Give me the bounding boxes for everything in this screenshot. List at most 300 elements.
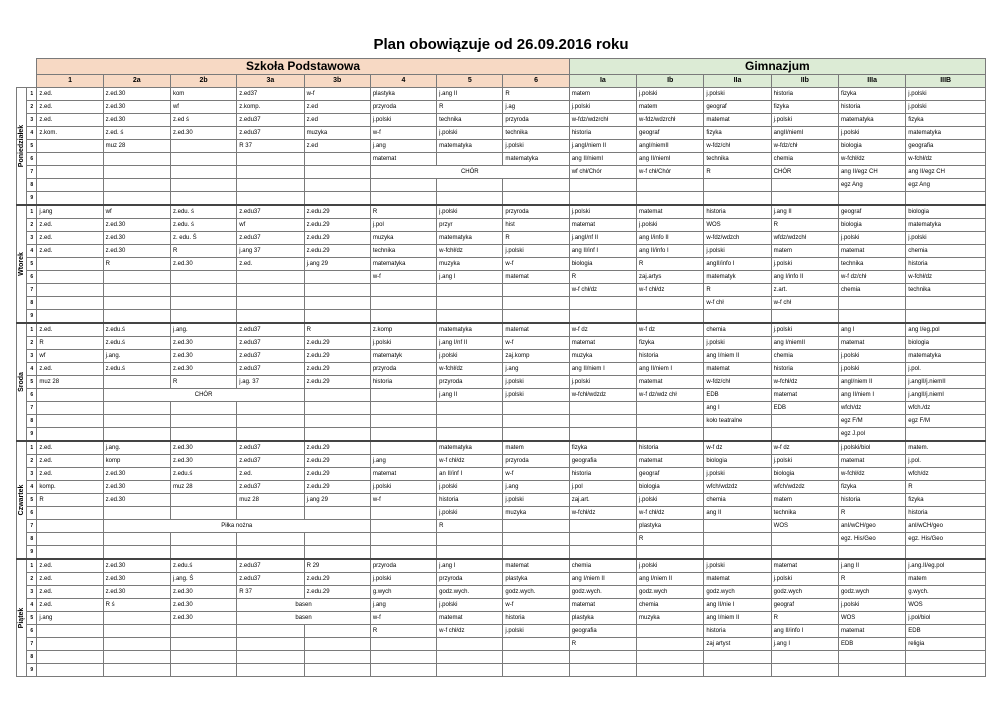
- lesson-cell: j.pol.: [906, 454, 986, 467]
- lesson-cell: w-fchł/dz: [906, 152, 986, 165]
- lesson-cell: [103, 545, 170, 559]
- lesson-cell: [103, 165, 170, 178]
- lesson-cell: angII/info I: [704, 257, 771, 270]
- lesson-cell: w-fchł/dz: [838, 467, 905, 480]
- lesson-number: 4: [27, 362, 37, 375]
- lesson-cell: R: [304, 323, 370, 337]
- lesson-cell: [103, 178, 170, 191]
- lesson-number: 2: [27, 336, 37, 349]
- lesson-cell: [304, 191, 370, 205]
- lesson-cell: [771, 663, 838, 676]
- lesson-number: 7: [27, 283, 37, 296]
- lesson-cell: religia: [906, 637, 986, 650]
- lesson-number: 1: [27, 205, 37, 219]
- lesson-cell: komp.: [37, 480, 103, 493]
- lesson-cell: [170, 283, 236, 296]
- lesson-cell: WOS: [771, 519, 838, 532]
- lesson-cell: [503, 296, 569, 309]
- lesson-cell: ang I/info II: [637, 231, 704, 244]
- lesson-number: 7: [27, 519, 37, 532]
- lesson-cell: z.edu37: [237, 572, 304, 585]
- lesson-cell: z.ed.30: [170, 598, 236, 611]
- lesson-cell: anI/wCH/geo: [838, 519, 905, 532]
- lesson-cell: z.edu.29: [304, 454, 370, 467]
- lesson-cell: egz Ang: [906, 178, 986, 191]
- lesson-cell: z.edu.29: [304, 585, 370, 598]
- lesson-cell: z.edu.ś: [103, 362, 170, 375]
- lesson-cell: j.polski: [637, 559, 704, 573]
- lesson-cell: geograf: [637, 467, 704, 480]
- lesson-cell: [370, 545, 436, 559]
- lesson-cell: matemat: [569, 218, 636, 231]
- lesson-cell: z.ed.: [37, 441, 103, 455]
- lesson-cell: z.ed.30: [103, 100, 170, 113]
- lesson-cell: chemia: [771, 349, 838, 362]
- lesson-cell: [304, 663, 370, 676]
- lesson-number: 5: [27, 375, 37, 388]
- lesson-cell: z.edu37: [237, 362, 304, 375]
- lesson-cell: z.edu.29: [304, 231, 370, 244]
- lesson-row: [17, 650, 986, 663]
- lesson-number: 5: [27, 611, 37, 624]
- lesson-cell: [237, 283, 304, 296]
- lesson-cell: z.ed.30: [103, 493, 170, 506]
- lesson-cell: [771, 191, 838, 205]
- lesson-cell: [437, 401, 503, 414]
- lesson-cell: R: [503, 231, 569, 244]
- lesson-cell: matematyka: [906, 126, 986, 139]
- lesson-cell: [569, 401, 636, 414]
- lesson-cell: [37, 296, 103, 309]
- lesson-cell: wf: [37, 349, 103, 362]
- lesson-cell: [304, 309, 370, 323]
- lesson-cell: [237, 637, 304, 650]
- lesson-cell: [437, 283, 503, 296]
- lesson-cell: j.polski: [906, 231, 986, 244]
- lesson-cell: historia: [771, 362, 838, 375]
- lesson-row: [17, 585, 986, 598]
- lesson-cell: EDB: [771, 401, 838, 414]
- lesson-cell: z.ed.30: [170, 441, 236, 455]
- lesson-cell: w-fchł/dz: [838, 152, 905, 165]
- lesson-cell: j.polski: [370, 572, 436, 585]
- lesson-cell: biologia: [906, 205, 986, 219]
- lesson-cell: w-f: [370, 270, 436, 283]
- lesson-cell: [304, 650, 370, 663]
- lesson-cell: [304, 296, 370, 309]
- lesson-cell: matemat: [503, 270, 569, 283]
- lesson-cell: g.wych: [370, 585, 436, 598]
- lesson-cell: w-f chł/dz: [569, 283, 636, 296]
- lesson-number: 6: [27, 152, 37, 165]
- lesson-cell: historia: [906, 257, 986, 270]
- lesson-cell: ang II/niemI: [637, 152, 704, 165]
- lesson-cell: z.ed.30: [170, 126, 236, 139]
- lesson-cell: ang I: [838, 323, 905, 337]
- lesson-row: [17, 362, 986, 375]
- lesson-cell: R: [170, 244, 236, 257]
- lesson-cell: [569, 545, 636, 559]
- lesson-cell: z.kom.: [37, 126, 103, 139]
- lesson-cell: przyroda: [437, 375, 503, 388]
- lesson-cell: komp: [103, 454, 170, 467]
- lesson-cell: [37, 532, 103, 545]
- lesson-cell: w-fdz/chł: [704, 375, 771, 388]
- lesson-cell: [569, 519, 636, 532]
- lesson-cell: [370, 309, 436, 323]
- lesson-cell: [237, 663, 304, 676]
- lesson-cell: [838, 650, 905, 663]
- lesson-cell: an II/inf I: [437, 467, 503, 480]
- lesson-cell: matemat: [437, 611, 503, 624]
- lesson-cell: z.edu37: [237, 205, 304, 219]
- lesson-cell: [437, 427, 503, 441]
- lesson-cell: [569, 650, 636, 663]
- lesson-cell: [37, 401, 103, 414]
- lesson-number: 2: [27, 572, 37, 585]
- lesson-cell: [569, 414, 636, 427]
- lesson-row: [17, 87, 986, 100]
- lesson-cell: chemia: [704, 493, 771, 506]
- lesson-row: [17, 336, 986, 349]
- column-header: 2a: [103, 75, 170, 88]
- column-header: 3a: [237, 75, 304, 88]
- lesson-cell: WOS: [906, 598, 986, 611]
- lesson-cell: przyroda: [437, 572, 503, 585]
- lesson-cell: [103, 532, 170, 545]
- lesson-cell: [237, 165, 304, 178]
- lesson-cell: matemat: [838, 336, 905, 349]
- lesson-number: 9: [27, 309, 37, 323]
- lesson-row: [17, 113, 986, 126]
- lesson-number: 5: [27, 139, 37, 152]
- lesson-cell: z.edu. ś: [170, 205, 236, 219]
- lesson-cell: w-f chł/Chór: [637, 165, 704, 178]
- lesson-number: 8: [27, 296, 37, 309]
- lesson-cell: [304, 532, 370, 545]
- day-name: Poniedziałek: [17, 124, 25, 167]
- lesson-cell: [103, 401, 170, 414]
- lesson-cell: w-f chł/dz: [637, 506, 704, 519]
- lesson-cell: matemat: [370, 467, 436, 480]
- lesson-cell: z.edu.ś: [103, 323, 170, 337]
- lesson-cell: [37, 152, 103, 165]
- lesson-cell: [37, 519, 103, 532]
- lesson-cell: z.ed.: [37, 113, 103, 126]
- lesson-cell: historia: [503, 611, 569, 624]
- lesson-cell: [704, 309, 771, 323]
- lesson-cell: [370, 532, 436, 545]
- lesson-cell: matematyka: [437, 441, 503, 455]
- lesson-cell: [37, 545, 103, 559]
- lesson-cell: [704, 545, 771, 559]
- lesson-cell: matem: [771, 244, 838, 257]
- lesson-cell: R: [771, 218, 838, 231]
- lesson-cell: muzyka: [503, 506, 569, 519]
- lesson-cell: przyroda: [503, 205, 569, 219]
- lesson-cell: j.angII/j.niemI: [906, 388, 986, 401]
- lesson-cell: z.edu.ś: [170, 467, 236, 480]
- lesson-cell: z.edu.29: [304, 467, 370, 480]
- lesson-cell: biologia: [771, 467, 838, 480]
- lesson-cell: ang II/info I: [771, 624, 838, 637]
- lesson-cell: [170, 309, 236, 323]
- lesson-cell: [304, 624, 370, 637]
- lesson-row: [17, 152, 986, 165]
- lesson-cell: [103, 650, 170, 663]
- lesson-cell: z.ed.30: [103, 87, 170, 100]
- lesson-cell: j.polski: [704, 87, 771, 100]
- lesson-number: 4: [27, 480, 37, 493]
- lesson-row: [17, 388, 986, 401]
- lesson-cell: [569, 532, 636, 545]
- lesson-cell: z.ed.: [237, 257, 304, 270]
- lesson-cell: ang II/niem I: [569, 362, 636, 375]
- lesson-cell: [37, 663, 103, 676]
- lesson-cell: [103, 611, 170, 624]
- lesson-cell: ang II/egz CH: [906, 165, 986, 178]
- lesson-row: [17, 178, 986, 191]
- lesson-cell: z.ed: [304, 100, 370, 113]
- lesson-number: 2: [27, 100, 37, 113]
- lesson-cell: [437, 532, 503, 545]
- lesson-cell: R: [569, 270, 636, 283]
- lesson-cell: R: [370, 624, 436, 637]
- lesson-cell: j.polski/biol: [838, 441, 905, 455]
- lesson-cell: w-f chł: [704, 296, 771, 309]
- lesson-cell: matematyka: [437, 139, 503, 152]
- lesson-cell: matemat: [637, 375, 704, 388]
- lesson-cell: j.ang 29: [304, 493, 370, 506]
- lesson-number: 5: [27, 493, 37, 506]
- lesson-number: 9: [27, 191, 37, 205]
- lesson-number: 7: [27, 637, 37, 650]
- spanning-lesson: basen: [237, 598, 371, 611]
- lesson-row: [17, 480, 986, 493]
- lesson-cell: z.ed.30: [170, 349, 236, 362]
- lesson-cell: j.polski: [637, 493, 704, 506]
- lesson-cell: [704, 532, 771, 545]
- lesson-cell: z.ed.30: [170, 611, 236, 624]
- lesson-cell: matem.: [906, 441, 986, 455]
- lesson-cell: ang I/niem II: [704, 349, 771, 362]
- lesson-cell: j.ang II: [437, 388, 503, 401]
- lesson-cell: z.art.: [771, 283, 838, 296]
- lesson-cell: [906, 427, 986, 441]
- lesson-cell: [370, 414, 436, 427]
- lesson-cell: j.ang: [370, 454, 436, 467]
- lesson-cell: [237, 309, 304, 323]
- column-header: IIb: [771, 75, 838, 88]
- lesson-cell: biologia: [838, 139, 905, 152]
- lesson-cell: historia: [906, 506, 986, 519]
- lesson-cell: [37, 637, 103, 650]
- lesson-row: [17, 126, 986, 139]
- lesson-row: [17, 100, 986, 113]
- lesson-cell: z.ed.30: [103, 244, 170, 257]
- lesson-cell: [304, 401, 370, 414]
- lesson-cell: ang II/nie I: [704, 598, 771, 611]
- spanning-lesson: Piłka nożna: [103, 519, 370, 532]
- lesson-cell: koło teatralne: [704, 414, 771, 427]
- lesson-cell: j.pol.: [906, 362, 986, 375]
- lesson-number: 3: [27, 349, 37, 362]
- lesson-cell: j.polski: [704, 244, 771, 257]
- lesson-row: [17, 349, 986, 362]
- lesson-cell: godz.wych: [771, 585, 838, 598]
- lesson-cell: ang I/info II: [771, 270, 838, 283]
- lesson-cell: ang I: [704, 401, 771, 414]
- section-gimnazjum: Gimnazjum: [569, 59, 985, 75]
- lesson-cell: R 37: [237, 585, 304, 598]
- lesson-cell: R: [37, 336, 103, 349]
- lesson-cell: [637, 637, 704, 650]
- lesson-cell: z.edu.29: [304, 572, 370, 585]
- lesson-cell: j.polski: [838, 362, 905, 375]
- lesson-cell: matem: [569, 87, 636, 100]
- lesson-cell: [503, 650, 569, 663]
- lesson-cell: [503, 309, 569, 323]
- lesson-cell: technika: [370, 244, 436, 257]
- lesson-cell: godz.wych: [704, 585, 771, 598]
- lesson-cell: j.polski: [503, 139, 569, 152]
- lesson-cell: muz 28: [37, 375, 103, 388]
- lesson-cell: fizyka: [771, 100, 838, 113]
- lesson-cell: [103, 663, 170, 676]
- lesson-cell: [503, 519, 569, 532]
- lesson-cell: egz. His/Geo: [906, 532, 986, 545]
- lesson-row: [17, 165, 986, 178]
- lesson-cell: [370, 191, 436, 205]
- lesson-cell: matemat: [637, 454, 704, 467]
- lesson-cell: muzyka: [370, 231, 436, 244]
- lesson-cell: z.ed.30: [103, 585, 170, 598]
- lesson-row: [17, 270, 986, 283]
- column-header: IIIa: [838, 75, 905, 88]
- lesson-cell: j.ang: [370, 139, 436, 152]
- lesson-cell: R: [906, 480, 986, 493]
- lesson-number: 8: [27, 532, 37, 545]
- lesson-cell: z.edu.29: [304, 349, 370, 362]
- lesson-cell: [704, 427, 771, 441]
- lesson-cell: [237, 532, 304, 545]
- lesson-cell: j.polski: [838, 231, 905, 244]
- lesson-cell: j.polski: [370, 336, 436, 349]
- lesson-cell: z.ed ś: [170, 113, 236, 126]
- lesson-cell: fizyka: [569, 441, 636, 455]
- lesson-cell: R: [637, 532, 704, 545]
- lesson-cell: [37, 257, 103, 270]
- lesson-cell: j.polski: [838, 598, 905, 611]
- lesson-cell: wfch/dz: [838, 401, 905, 414]
- column-header: Ia: [569, 75, 636, 88]
- lesson-cell: egz F/M: [838, 414, 905, 427]
- lesson-row: [17, 296, 986, 309]
- lesson-cell: muzyka: [304, 126, 370, 139]
- lesson-cell: j.angI/nf II: [569, 231, 636, 244]
- lesson-cell: w-fdz/wdzch: [704, 231, 771, 244]
- lesson-cell: R: [37, 493, 103, 506]
- lesson-cell: przyr: [437, 218, 503, 231]
- lesson-cell: chemia: [637, 598, 704, 611]
- lesson-cell: [237, 178, 304, 191]
- lesson-cell: [170, 663, 236, 676]
- lesson-row: [17, 441, 986, 455]
- lesson-cell: z.ed.30: [170, 454, 236, 467]
- lesson-cell: [103, 296, 170, 309]
- lesson-row: [17, 663, 986, 676]
- lesson-cell: geografia: [906, 139, 986, 152]
- lesson-cell: [503, 283, 569, 296]
- lesson-cell: [437, 309, 503, 323]
- lesson-cell: [237, 191, 304, 205]
- day-label: [17, 205, 27, 323]
- lesson-cell: z.ed.30: [103, 113, 170, 126]
- lesson-cell: angI/niem II: [838, 375, 905, 388]
- lesson-cell: matematyka: [838, 113, 905, 126]
- lesson-number: 4: [27, 598, 37, 611]
- lesson-cell: z.ed. ś: [103, 126, 170, 139]
- lesson-cell: w-f: [370, 493, 436, 506]
- lesson-cell: z.edu37: [237, 231, 304, 244]
- lesson-cell: j.ang.: [103, 441, 170, 455]
- lesson-cell: j.polski: [370, 113, 436, 126]
- lesson-cell: j.ag: [503, 100, 569, 113]
- lesson-cell: z.ed.: [37, 244, 103, 257]
- lesson-cell: [170, 506, 236, 519]
- lesson-row: [17, 191, 986, 205]
- lesson-row: [17, 506, 986, 519]
- lesson-cell: w-f chł: [771, 296, 838, 309]
- lesson-cell: R: [704, 283, 771, 296]
- lesson-cell: w-f: [503, 467, 569, 480]
- lesson-cell: z.edu.29: [304, 375, 370, 388]
- lesson-cell: [37, 165, 103, 178]
- column-header: 4: [370, 75, 436, 88]
- lesson-cell: [37, 270, 103, 283]
- lesson-row: [17, 283, 986, 296]
- lesson-cell: j.polski: [437, 126, 503, 139]
- lesson-cell: [370, 519, 436, 532]
- lesson-cell: z.ed.: [37, 87, 103, 100]
- lesson-cell: [170, 178, 236, 191]
- lesson-cell: [103, 624, 170, 637]
- lesson-cell: z.ed.30: [103, 467, 170, 480]
- lesson-cell: z.edu37: [237, 126, 304, 139]
- lesson-cell: biologia: [637, 480, 704, 493]
- lesson-cell: g.wych.: [906, 585, 986, 598]
- lesson-cell: [906, 663, 986, 676]
- lesson-cell: [637, 414, 704, 427]
- lesson-cell: [370, 506, 436, 519]
- lesson-cell: j.pol/biol: [906, 611, 986, 624]
- lesson-row: [17, 414, 986, 427]
- lesson-cell: z.ed.30: [103, 559, 170, 573]
- lesson-cell: j.polski: [569, 205, 636, 219]
- lesson-cell: przyroda: [370, 362, 436, 375]
- lesson-cell: [103, 152, 170, 165]
- lesson-cell: historia: [637, 349, 704, 362]
- lesson-number: 6: [27, 624, 37, 637]
- lesson-cell: j.polski: [771, 454, 838, 467]
- column-header: 5: [437, 75, 503, 88]
- lesson-cell: [170, 414, 236, 427]
- lesson-cell: zaj artyst: [704, 637, 771, 650]
- lesson-cell: w-fchł/wdzdz: [569, 388, 636, 401]
- lesson-cell: [170, 270, 236, 283]
- lesson-row: [17, 493, 986, 506]
- lesson-cell: w-fchł/dz: [437, 362, 503, 375]
